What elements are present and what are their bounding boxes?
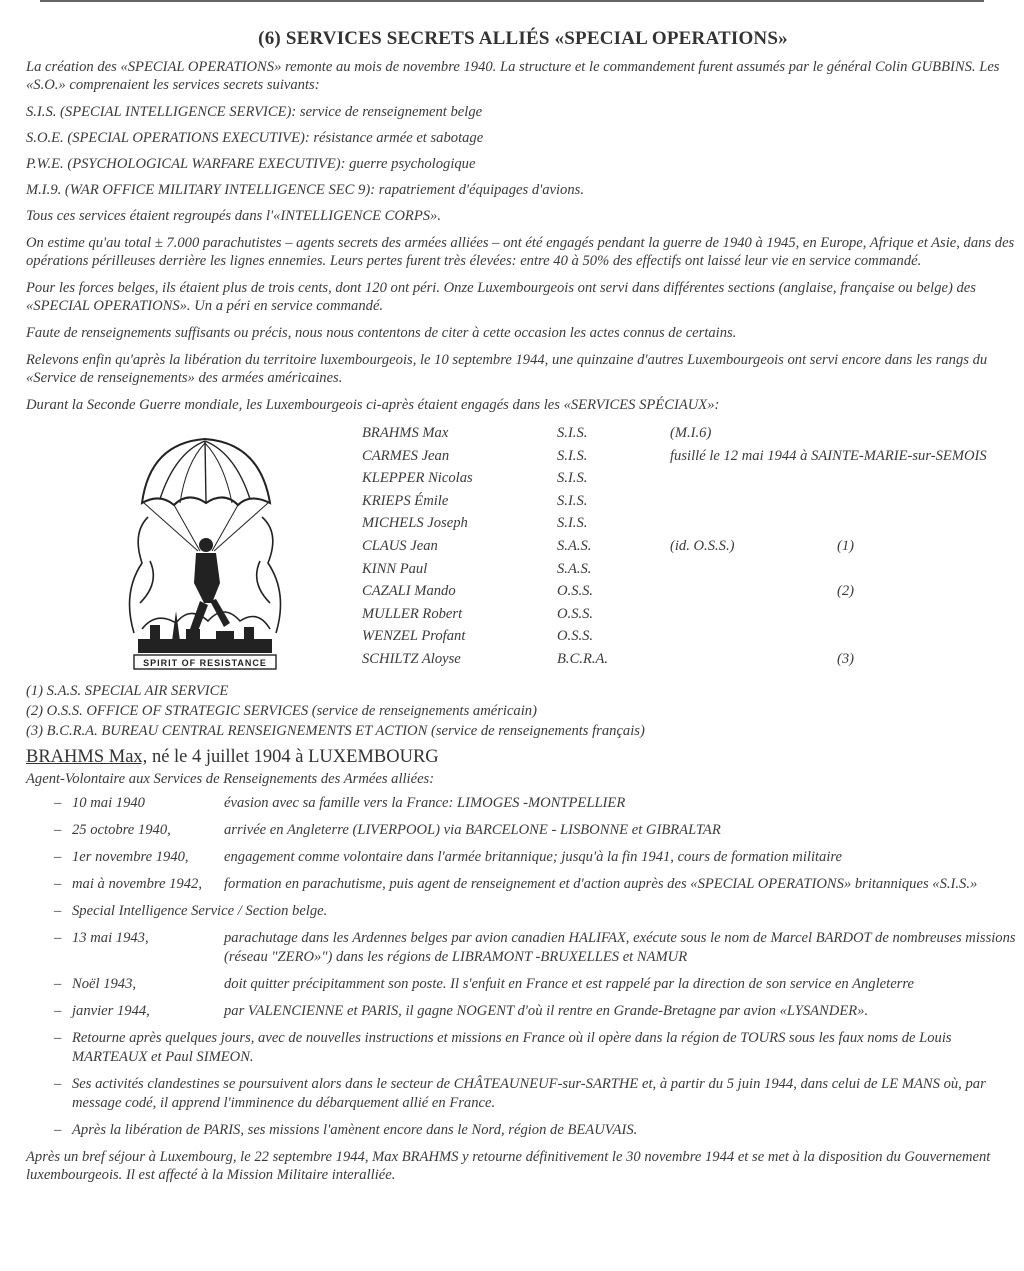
footnote: (3) B.C.R.A. BUREAU CENTRAL RENSEIGNEMENTS ET ACTION (service de renseignements français) (26, 723, 645, 739)
parachute-canopy-icon (142, 439, 270, 505)
bio-event (26, 975, 1020, 994)
bio-events (26, 794, 1020, 1140)
bullet-dash: – (54, 1003, 62, 1019)
roster-ref: (2) (837, 583, 855, 600)
roster-name: KINN Paul (362, 560, 428, 577)
roster-service: S.A.S. (557, 537, 592, 554)
bio-birth: né le 4 juillet 1904 à LUXEMBOURG (147, 747, 439, 767)
bullet-dash: – (54, 1076, 62, 1092)
event-date: janvier 1944, (72, 1003, 150, 1019)
illustration-caption: SPIRIT OF RESISTANCE (143, 658, 267, 668)
roster-service: O.S.S. (557, 583, 594, 600)
event-date: 13 mai 1943, (72, 930, 149, 946)
roster-name: CLAUS Jean (362, 537, 438, 554)
bio-event (26, 1075, 1020, 1113)
bullet-dash: – (54, 903, 62, 919)
event-date: mai à novembre 1942, (72, 876, 202, 892)
footnote: (2) O.S.S. OFFICE OF STRATEGIC SERVICES (service de renseignements américain) (26, 703, 537, 719)
event-text: par VALENCIENNE et PARIS, il gagne NOGENT d'où il rentre en Grande-Bretagne par avion «LYSANDER». (224, 1003, 869, 1019)
bio-event (26, 1121, 1020, 1140)
event-text: engagement comme volontaire dans l'armée britannique; jusqu'à la fin 1941, cours de formation militaire (224, 849, 843, 865)
service-sis: S.I.S. (SPECIAL INTELLIGENCE SERVICE): service de renseignement belge (26, 104, 483, 120)
bullet-dash: – (54, 976, 62, 992)
roster-ref: (1) (837, 537, 855, 554)
roster-name: KLEPPER Nicolas (362, 470, 473, 487)
bio-name: BRAHMS Max, (26, 747, 148, 767)
information-paragraph: Faute de renseignements suffisants ou précis, nous nous contentons de citer à cette occasion les actes connus de certains. (26, 325, 737, 341)
roster-note: (id. O.S.S.) (670, 537, 735, 554)
roster-service: S.I.S. (557, 425, 588, 441)
liberation-paragraph: Relevons enfin qu'après la libération du territoire luxembourgeois, le 10 septembre 1944, une quinzaine d'autres Luxembourgeois ont servi encore dans les rangs du «Service de renseignements» des armées américaines. (26, 352, 988, 386)
roster-ref: (3) (837, 650, 855, 667)
footnotes (26, 681, 1020, 741)
parachutists-paragraph: On estime qu'au total ± 7.000 parachutistes – agents secrets des armées alliées – ont été engagés pendant la guerre de 1940 à 1945, en Europe, Afrique et Asie, dans des opérations périlleuses derrière les lignes ennemies. Leurs pertes furent très élevées: entre 40 à 50% des effectifs ont laissé leur vie en service commandé. (26, 235, 1015, 269)
roster-service: O.S.S. (557, 628, 594, 645)
roster-service: S.I.S. (557, 492, 588, 509)
roster-name: MICHELS Joseph (362, 515, 468, 532)
paratrooper-figure-icon (190, 538, 230, 631)
roster-service: O.S.S. (557, 605, 594, 622)
bullet-dash: – (54, 1030, 62, 1046)
roster-service: S.I.S. (557, 447, 588, 464)
roster-name: KRIEPS Émile (362, 492, 449, 509)
event-text: Special Intelligence Service / Section belge. (72, 903, 328, 919)
bio-event (26, 1029, 1020, 1067)
event-text: Après la libération de PARIS, ses missions l'amènent encore dans le Nord, région de BEAUVAIS. (72, 1122, 638, 1138)
service-mi9: M.I.9. (WAR OFFICE MILITARY INTELLIGENCE SEC 9): rapatriement d'équipages d'avions. (26, 182, 584, 198)
event-date: 1er novembre 1940, (72, 849, 189, 865)
roster-intro-paragraph: Durant la Seconde Guerre mondiale, les Luxembourgeois ci-après étaient engagés dans les «SERVICES SPÉCIAUX»: (26, 397, 720, 413)
roster-service: S.I.S. (557, 515, 588, 532)
event-text: doit quitter précipitamment son poste. Il s'enfuit en France et est rappelé par la direction de son service en Angleterre (224, 976, 914, 992)
bio-event (26, 902, 1020, 921)
roster-name: CARMES Jean (362, 447, 450, 464)
bio-subtitle: Agent-Volontaire aux Services de Renseignements des Armées alliées: (26, 771, 435, 787)
service-soe: S.O.E. (SPECIAL OPERATIONS EXECUTIVE): résistance armée et sabotage (26, 130, 484, 146)
event-date: 10 mai 1940 (72, 795, 145, 811)
event-text: arrivée en Angleterre (LIVERPOOL) via BARCELONE - LISBONNE et GIBRALTAR (224, 822, 721, 838)
event-text: Ses activités clandestines se poursuivent alors dans le secteur de CHÂTEAUNEUF-sur-SARTHE et, à partir du 5 juin 1944, dans celui de LE MANS où, par message codé, il apprend l'imminence du débarquement allié en France. (72, 1076, 986, 1111)
bio-event (26, 794, 1020, 813)
service-pwe: P.W.E. (PSYCHOLOGICAL WARFARE EXECUTIVE): guerre psychologique (26, 156, 476, 172)
event-text: Retourne après quelques jours, avec de nouvelles instructions et missions en France où il opère dans la région de TOURS sous les faux noms de Louis MARTEAUX et Paul SIMEON. (72, 1030, 952, 1065)
roster-section (26, 423, 1020, 681)
bullet-dash: – (54, 849, 62, 865)
roster-service: S.A.S. (557, 560, 592, 577)
bio-event (26, 875, 1020, 894)
roster-name: MULLER Robert (362, 605, 463, 622)
roster-name: WENZEL Profant (362, 628, 466, 645)
roster-service: B.C.R.A. (557, 650, 609, 667)
bio-event (26, 929, 1020, 967)
event-text: évasion avec sa famille vers la France: LIMOGES -MONTPELLIER (224, 795, 626, 811)
bullet-dash: – (54, 1122, 62, 1138)
bio-event (26, 1002, 1020, 1021)
bio-event (26, 848, 1020, 867)
parachutist-illustration (120, 433, 290, 673)
roster-name: BRAHMS Max (362, 425, 449, 441)
intro-paragraph: La création des «SPECIAL OPERATIONS» remonte au mois de novembre 1940. La structure et le commandement furent assumés par le général Colin GUBBINS. Les «S.O.» comprenaient les services secrets suivants: (26, 59, 1000, 93)
roster-note: (M.I.6) (670, 425, 712, 441)
roster-note: fusillé le 12 mai 1944 à SAINTE-MARIE-sur-SEMOIS (670, 447, 987, 464)
event-date: 25 octobre 1940, (72, 822, 171, 838)
footnote: (1) S.A.S. SPECIAL AIR SERVICE (26, 683, 229, 699)
bio-event (26, 821, 1020, 840)
belgian-forces-paragraph: Pour les forces belges, ils étaient plus de trois cents, dont 120 ont péri. Onze Luxembourgeois ont servi dans différentes sections (anglaise, française ou belge) des «SPECIAL OPERATIONS». Un a péri en service commandé. (26, 280, 976, 314)
event-text: formation en parachutisme, puis agent de renseignement et d'action auprès des «SPECIAL OPERATIONS» britanniques «S.I.S.» (224, 876, 978, 892)
document-page (26, 28, 1020, 1193)
event-date: Noël 1943, (72, 976, 137, 992)
intelligence-corps-paragraph: Tous ces services étaient regroupés dans l'«INTELLIGENCE CORPS». (26, 208, 441, 224)
bullet-dash: – (54, 795, 62, 811)
event-text: parachutage dans les Ardennes belges par avion canadien HALIFAX, exécute sous le nom de Marcel BARDOT de nombreuses missions (réseau "ZERO»") dans les régions de LIBRAMONT -BRUXELLES et NAMUR (224, 930, 1016, 965)
roster-service: S.I.S. (557, 470, 588, 487)
bullet-dash: – (54, 930, 62, 946)
page-title: (6) SERVICES SECRETS ALLIÉS «SPECIAL OPERATIONS» (258, 28, 788, 49)
roster-name: CAZALI Mando (362, 583, 456, 600)
bio-heading (26, 747, 1020, 768)
roster-name: SCHILTZ Aloyse (362, 650, 461, 667)
closing-paragraph: Après un bref séjour à Luxembourg, le 22 septembre 1944, Max BRAHMS y retourne définitivement le 30 novembre 1944 et se met à la disposition du Gouvernement luxembourgeois. Il est affecté à la Mission Militaire interalliée. (26, 1149, 991, 1183)
bullet-dash: – (54, 876, 62, 892)
bullet-dash: – (54, 822, 62, 838)
top-rule (40, 0, 984, 2)
